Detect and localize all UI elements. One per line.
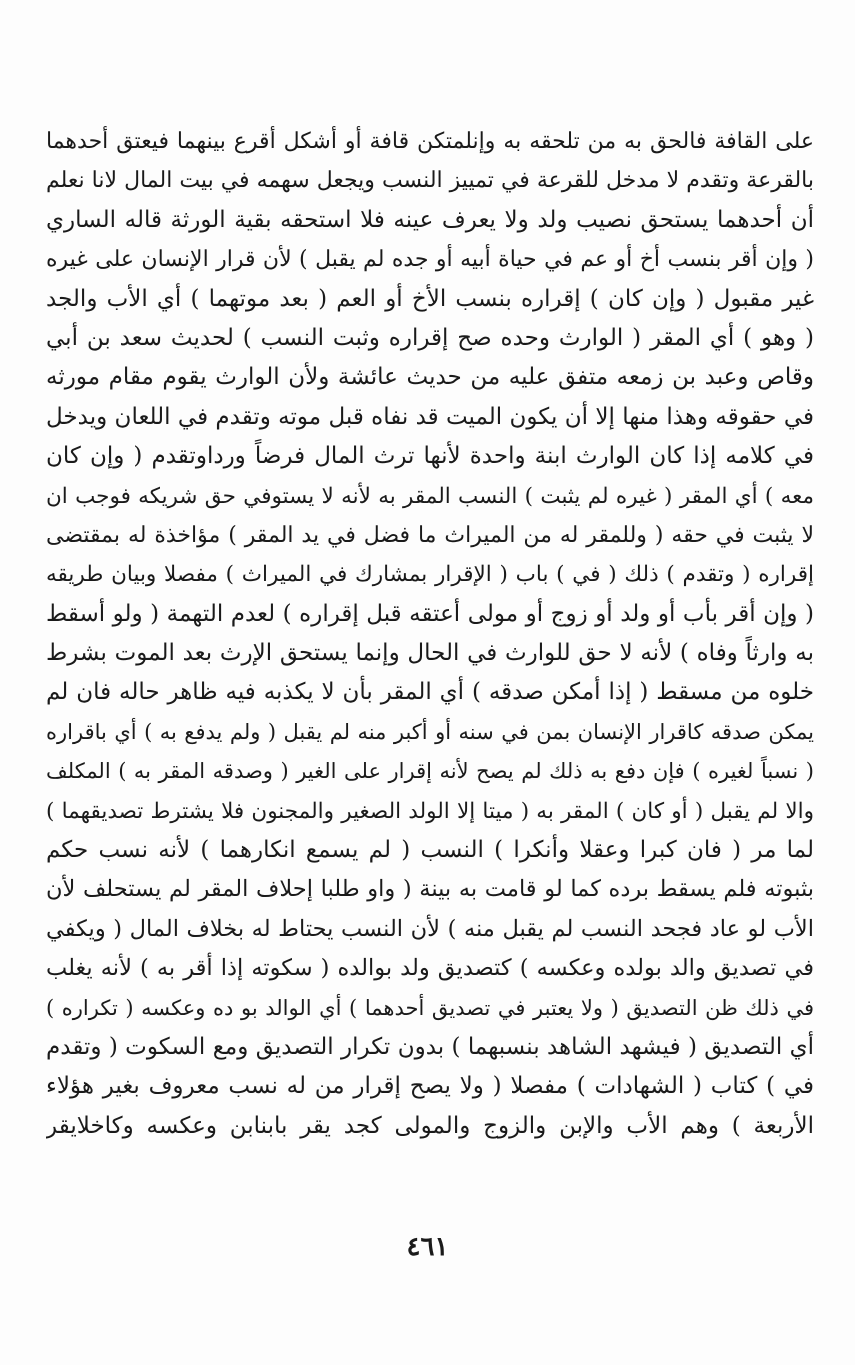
text-line: على القافة فالحق به من تلحقه به وإنلمتكن قافة أو أشكل أقرع بينهما فيعتق أحدهما <box>46 129 814 154</box>
text-line: أن أحدهما يستحق نصيب ولد ولا يعرف عينه فلا استحقه بقية الورثة قاله الساري <box>46 206 814 233</box>
text-line: في ) كتاب ( الشهادات ) مفصلا ( ولا يصح إقرار من له نسب معروف بغير هؤلاء <box>46 1073 814 1100</box>
text-line: في تصديق والد بولده وعكسه ) كتصديق ولد بوالده ( سكوته إذا أقر به ) لأنه يغلب <box>46 955 814 982</box>
body-text <box>46 122 814 1146</box>
text-line: أي التصديق ( فيشهد الشاهد بنسبهما ) بدون تكرار التصديق ومع السكوت ( وتقدم <box>46 1033 814 1060</box>
text-line: بثبوته فلم يسقط برده كما لو قامت به بينة ( واو طلبا إحلاف المقر لم يستحلف لأن <box>46 876 814 903</box>
text-line: في كلامه إذا كان الوارث ابنة واحدة لأنها ترث المال فرضاً ورداوتقدم ( وإن كان <box>46 443 814 470</box>
text-line: والا لم يقبل ( أو كان ) المقر به ( ميتا إلا الولد الصغير والمجنون فلا يشترط تصديقهما ) <box>46 798 814 824</box>
text-line: يمكن صدقه كاقرار الإنسان بمن في سنه أو أكبر منه لم يقبل ( ولم يدفع به ) أي باقراره <box>46 719 814 744</box>
text-line: به وارثاً وفاه ) لأنه لا حق للوارث في الحال وإنما يستحق الإرث بعد الموت بشرط <box>46 640 814 667</box>
text-line: لما مر ( فان كبرا وعقلا وأنكرا ) النسب ( لم يسمع انكارهما ) لأنه نسب حكم <box>46 837 814 864</box>
text-line: بالقرعة وتقدم لا مدخل للقرعة في تمييز النسب ويجعل سهمه في بيت المال لانا نعلم <box>46 168 814 194</box>
text-line: ( نسباً لغيره ) فإن دفع به ذلك لم يصح لأنه إقرار على الغير ( وصدقه المقر به ) المكلف <box>46 759 814 784</box>
text-line: لا يثبت في حقه ( وللمقر له من الميراث ما فضل في يد المقر ) مؤاخذة له بمقتضى <box>46 522 814 548</box>
text-line: غير مقبول ( وإن كان ) إقراره بنسب الأخ أو العم ( بعد موتهما ) أي الأب والجد <box>46 285 814 312</box>
text-line: ( وهو ) أي المقر ( الوارث وحده صح إقراره وثبت النسب ) لحديث سعد بن أبي <box>46 324 814 351</box>
text-line: خلوه من مسقط ( إذا أمكن صدقه ) أي المقر بأن لا يكذبه فيه ظاهر حاله فان لم <box>46 679 814 706</box>
page-number: ٤٦١ <box>406 1232 449 1262</box>
text-line: في ذلك ظن التصديق ( ولا يعتبر في تصديق أحدهما ) أي الوالد بو ده وعكسه ( تكراره ) <box>46 995 814 1020</box>
text-line: وقاص وعبد بن زمعه متفق عليه من حديث عائشة ولأن الوارث يقوم مقام مورثه <box>46 364 814 391</box>
text-line: الأب لو عاد فجحد النسب لم يقبل منه ) لأن النسب يحتاط له بخلاف المال ( ويكفي <box>46 915 814 942</box>
text-line: في حقوقه وهذا منها إلا أن يكون الميت قد نفاه قبل موته وتقدم في اللعان ويدخل <box>46 403 814 430</box>
text-line: الأربعة ) وهم الأب والإبن والزوج والمولى كجد يقر بابنابن وعكسه وكاخلايقر <box>46 1112 814 1139</box>
text-line: معه ) أي المقر ( غيره لم يثبت ) النسب المقر به لأنه لا يستوفي حق شريكه فوجب ان <box>46 483 814 509</box>
text-line: ( وإن أقر بأب أو ولد أو زوج أو مولى أعتقه قبل إقراره ) لعدم التهمة ( ولو أسقط <box>46 600 814 627</box>
text-line: إقراره ( وتقدم ) ذلك ( في ) باب ( الإقرار بمشارك في الميراث ) مفصلا وبيان طريقه <box>46 562 814 588</box>
text-line: ( وإن أقر بنسب أخ أو عم في حياة أبيه أو جده لم يقبل ) لأن قرار الإنسان على غيره <box>46 247 814 273</box>
